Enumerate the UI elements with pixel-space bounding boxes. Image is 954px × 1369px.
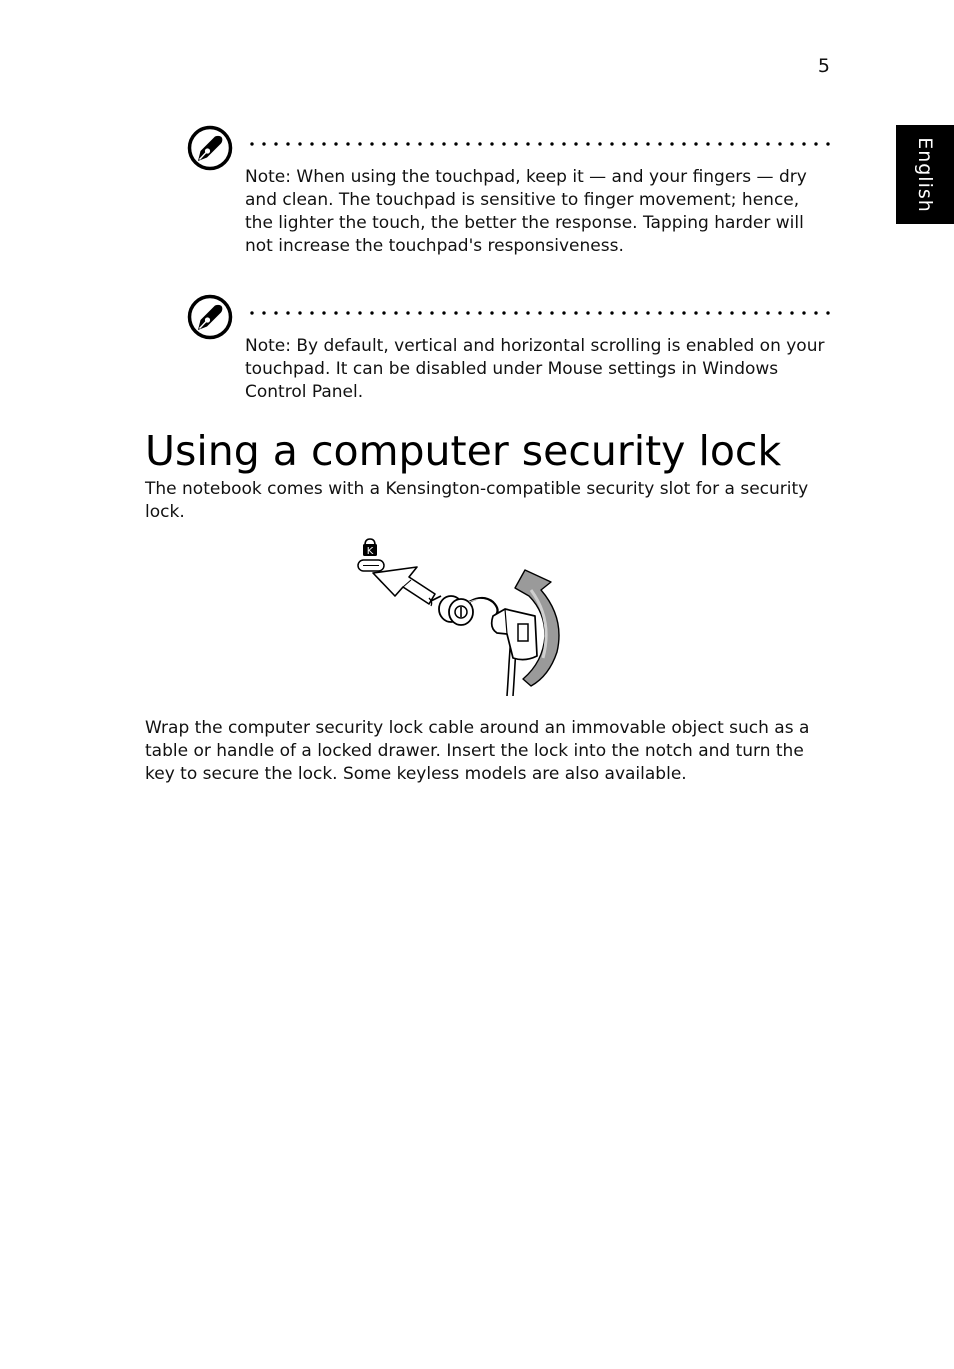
note-divider: [246, 311, 832, 315]
language-tab-label: English: [914, 136, 936, 213]
security-lock-illustration: [355, 536, 570, 698]
key-icon: [492, 609, 537, 660]
language-tab: [896, 125, 954, 224]
note-label: Note:: [245, 336, 291, 356]
note-pen-icon: [186, 124, 234, 172]
lock-badge-text: K: [366, 546, 374, 557]
kensington-lock-icon: [363, 539, 377, 557]
section-intro: The notebook comes with a Kensington-compatible security slot for a security lock.: [145, 479, 809, 522]
note-text: [245, 335, 830, 404]
note-divider: [246, 142, 832, 146]
lock-head: [439, 596, 473, 625]
page-number: 5: [817, 55, 830, 77]
note-text: [245, 166, 830, 258]
note-body: By default, vertical and horizontal scrolling is enabled on your touchpad. It can be disabled under Mouse settings in Windows Control Panel.: [245, 336, 825, 402]
note-body: When using the touchpad, keep it — and your fingers — dry and clean. The touchpad is sensitive to finger movement; hence, the lighter the touch, the better the response. Tapping harder will not increase the touchpad's responsiveness.: [245, 167, 807, 256]
section-title: Using a computer security lock: [145, 427, 782, 475]
note-pen-icon: [186, 293, 234, 341]
section-description: Wrap the computer security lock cable around an immovable object such as a table or handle of a locked drawer. Insert the lock into the notch and turn the key to secure the lock. Some keyless models are also available.: [145, 718, 810, 784]
note-label: Note:: [245, 167, 291, 187]
